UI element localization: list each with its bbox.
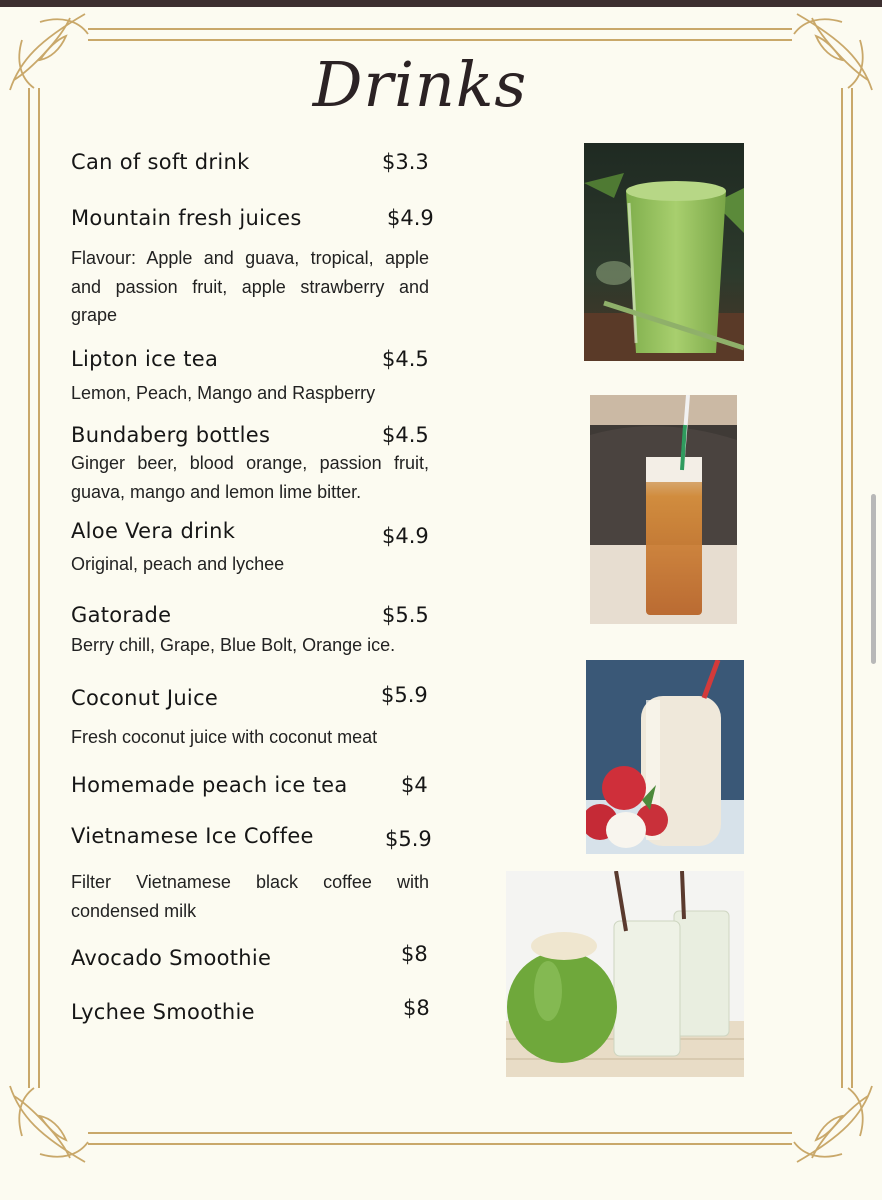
iced-coffee-glass-photo bbox=[590, 395, 737, 624]
corner-ornament-bottom-left bbox=[10, 1086, 88, 1162]
item-price: $4.9 bbox=[387, 206, 434, 230]
menu-item bbox=[71, 942, 433, 976]
item-price: $4.5 bbox=[382, 347, 429, 371]
item-price: $5.9 bbox=[385, 827, 432, 851]
menu-item bbox=[71, 423, 433, 502]
corner-ornament-top-left bbox=[10, 14, 88, 90]
menu-item bbox=[71, 150, 433, 180]
menu-item bbox=[71, 206, 434, 325]
corner-ornament-bottom-right bbox=[794, 1086, 872, 1162]
item-price: $4 bbox=[401, 773, 428, 797]
menu-item bbox=[71, 683, 433, 747]
item-name: Vietnamese Ice Coffee bbox=[71, 824, 314, 848]
menu-item bbox=[71, 603, 433, 655]
lychee-smoothie-photo bbox=[586, 660, 744, 854]
menu-title: Drinks bbox=[312, 48, 528, 121]
menu-item bbox=[71, 773, 433, 803]
item-description: Original, peach and lychee bbox=[71, 554, 285, 574]
item-price: $8 bbox=[403, 996, 430, 1020]
item-name: Coconut Juice bbox=[71, 686, 219, 710]
item-name: Avocado Smoothie bbox=[71, 946, 272, 970]
item-price: $4.9 bbox=[382, 524, 429, 548]
corner-ornament-top-right bbox=[794, 14, 872, 90]
item-price: $5.9 bbox=[381, 683, 428, 707]
item-price: $8 bbox=[401, 942, 428, 966]
menu-item bbox=[71, 996, 433, 1030]
item-description: Filter Vietnamese black coffee with condensed milk bbox=[71, 872, 429, 921]
item-name: Aloe Vera drink bbox=[71, 519, 236, 543]
item-price: $4.5 bbox=[382, 423, 429, 447]
menu-item bbox=[71, 347, 433, 403]
menu-item bbox=[71, 519, 433, 574]
item-name: Can of soft drink bbox=[71, 150, 250, 174]
item-description: Fresh coconut juice with coconut meat bbox=[71, 727, 378, 747]
item-description: Flavour: Apple and guava, tropical, apple and passion fruit, apple strawberry and grape bbox=[71, 248, 429, 325]
item-name: Mountain fresh juices bbox=[71, 206, 302, 230]
item-name: Gatorade bbox=[71, 603, 172, 627]
coconut-juice-photo bbox=[506, 871, 744, 1077]
item-name: Lipton ice tea bbox=[71, 347, 219, 371]
item-price: $3.3 bbox=[382, 150, 429, 174]
item-description: Ginger beer, blood orange, passion fruit, guava, mango and lemon lime bitter. bbox=[71, 453, 429, 502]
item-name: Lychee Smoothie bbox=[71, 1000, 255, 1024]
item-name: Bundaberg bottles bbox=[71, 423, 271, 447]
item-price: $5.5 bbox=[382, 603, 429, 627]
green-smoothie-photo bbox=[584, 143, 744, 361]
menu-item bbox=[71, 824, 433, 921]
item-description: Lemon, Peach, Mango and Raspberry bbox=[71, 383, 376, 403]
page-scrollbar[interactable] bbox=[871, 494, 876, 664]
item-name: Homemade peach ice tea bbox=[71, 773, 348, 797]
item-description: Berry chill, Grape, Blue Bolt, Orange ice. bbox=[71, 635, 396, 655]
